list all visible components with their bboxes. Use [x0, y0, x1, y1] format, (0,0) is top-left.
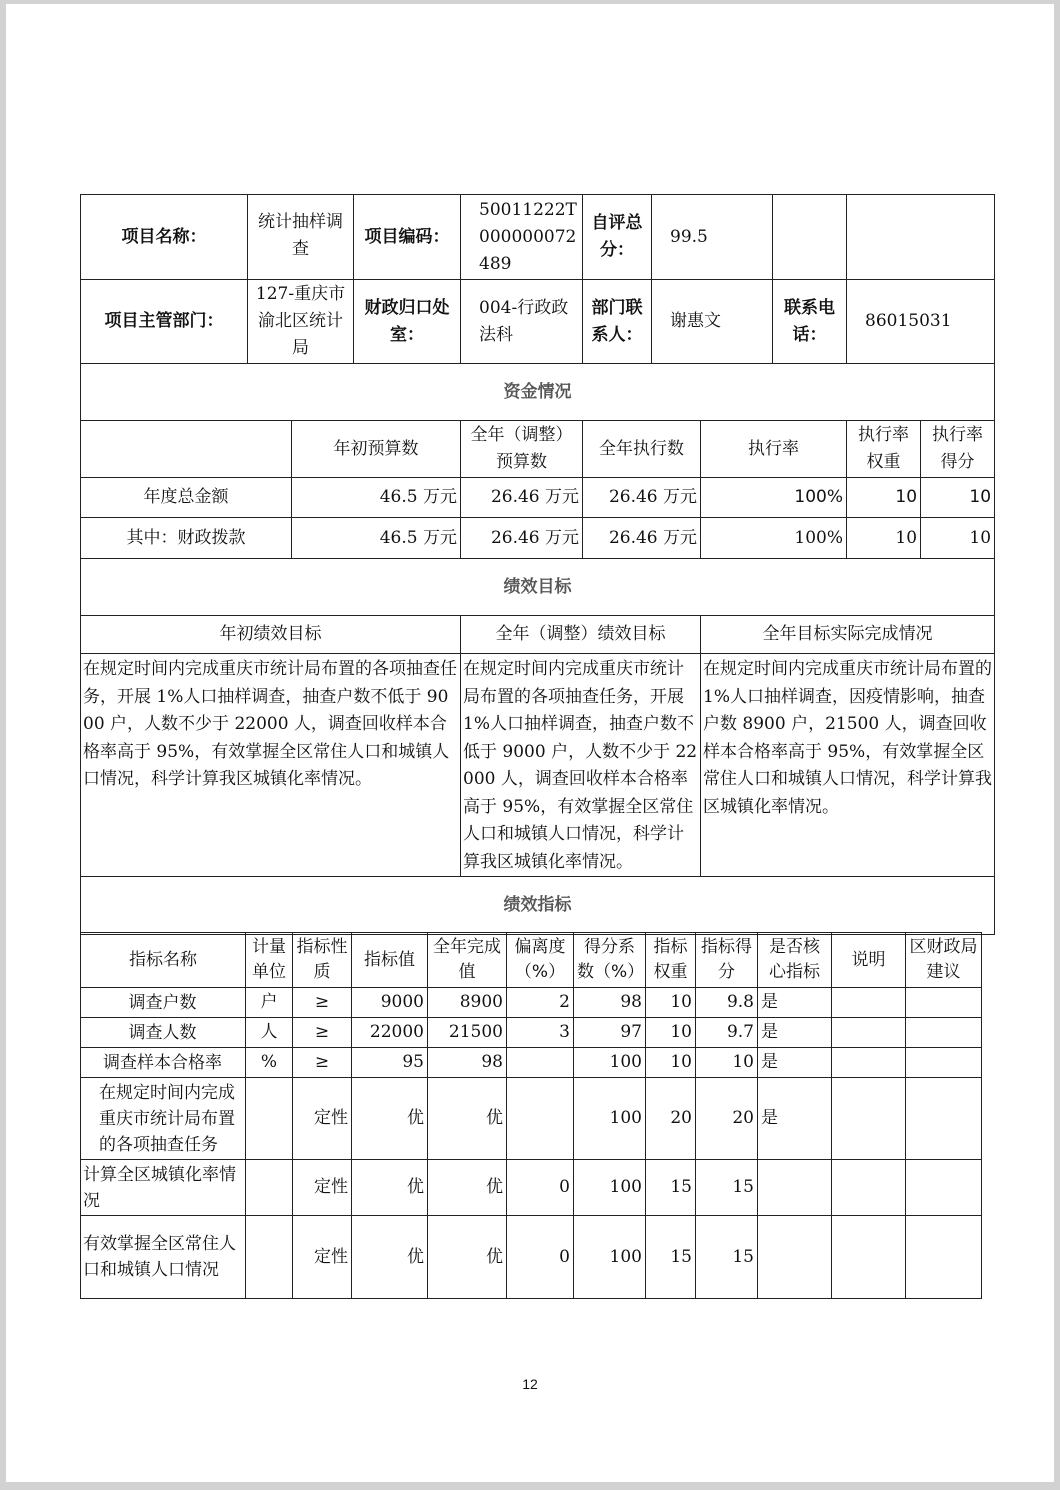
dept: 127-重庆市渝北区统计局 — [248, 280, 354, 364]
indicator-cell: 是 — [758, 1078, 832, 1160]
indicator-cell: 定性 — [293, 1160, 352, 1216]
indicator-cell: 9000 — [352, 988, 428, 1018]
indicator-cell: 定性 — [293, 1216, 352, 1299]
indicator-cell — [507, 1048, 574, 1078]
funds-cell: 10 — [921, 478, 995, 518]
funds-cell: 46.5 万元 — [292, 478, 461, 518]
indicator-cell — [832, 1048, 906, 1078]
indicator-cell — [507, 1078, 574, 1160]
funds-header-blank — [81, 421, 292, 478]
finance-office-label: 财政归口处室： — [354, 280, 461, 364]
page-number: 12 — [522, 1376, 538, 1392]
indicator-name: 调查人数 — [81, 1018, 246, 1048]
indicator-cell: 10 — [646, 1018, 696, 1048]
indicator-col-header: 指标得分 — [696, 933, 758, 988]
indicator-cell: 15 — [696, 1160, 758, 1216]
indicator-cell: 10 — [646, 1048, 696, 1078]
indicator-name: 调查户数 — [81, 988, 246, 1018]
indicator-cell: 100 — [574, 1216, 646, 1299]
funds-cell: 26.46 万元 — [583, 478, 701, 518]
project-code: 50011222T000000072489 — [461, 195, 583, 280]
indicator-cell: % — [246, 1048, 293, 1078]
funds-cell: 46.5 万元 — [292, 518, 461, 559]
indicator-row — [81, 1078, 982, 1160]
project-name-label: 项目名称： — [81, 195, 248, 280]
indicator-col-header: 是否核心指标 — [758, 933, 832, 988]
indicator-col-header: 计量单位 — [246, 933, 293, 988]
project-info-table — [80, 194, 995, 935]
indicator-name: 计算全区城镇化率情况 — [81, 1160, 246, 1216]
project-name: 统计抽样调查 — [248, 195, 354, 280]
funds-cell: 26.46 万元 — [461, 518, 583, 559]
indicator-cell: 20 — [646, 1078, 696, 1160]
indicator-cell: 优 — [352, 1216, 428, 1299]
indicator-cell: 优 — [428, 1160, 507, 1216]
indicator-col-header: 全年完成值 — [428, 933, 507, 988]
indicator-cell: 是 — [758, 988, 832, 1018]
indicator-cell: 3 — [507, 1018, 574, 1048]
indicator-cell: 优 — [428, 1078, 507, 1160]
funds-col-header: 执行率 — [701, 421, 847, 478]
indicator-cell: 97 — [574, 1018, 646, 1048]
indicator-cell — [906, 988, 982, 1018]
indicator-cell — [832, 1160, 906, 1216]
indicator-cell: 2 — [507, 988, 574, 1018]
funds-cell: 10 — [847, 518, 921, 559]
phone: 86015031 — [847, 280, 995, 364]
indicator-cell: 户 — [246, 988, 293, 1018]
funds-col-header: 年初预算数 — [292, 421, 461, 478]
indicator-name: 有效掌握全区常住人口和城镇人口情况 — [81, 1216, 246, 1299]
indicator-col-header: 偏离度（%） — [507, 933, 574, 988]
indicators-header-row — [81, 933, 982, 988]
funds-cell: 100% — [701, 518, 847, 559]
indicator-cell: 21500 — [428, 1018, 507, 1048]
funds-col-header: 执行率得分 — [921, 421, 995, 478]
goals-col-header: 全年目标实际完成情况 — [701, 616, 995, 654]
funds-cell: 10 — [921, 518, 995, 559]
indicator-col-header: 得分系数（%） — [574, 933, 646, 988]
self-score: 99.5 — [652, 195, 773, 280]
indicator-row — [81, 1018, 982, 1048]
indicator-cell: 95 — [352, 1048, 428, 1078]
indicator-cell — [246, 1078, 293, 1160]
indicator-cell — [758, 1216, 832, 1299]
indicator-cell: 9.8 — [696, 988, 758, 1018]
indicator-col-header: 指标名称 — [81, 933, 246, 988]
indicator-cell: 是 — [758, 1048, 832, 1078]
indicator-cell: 98 — [428, 1048, 507, 1078]
indicator-cell: 优 — [428, 1216, 507, 1299]
indicator-cell: ≥ — [293, 988, 352, 1018]
indicator-cell — [906, 1160, 982, 1216]
indicator-cell — [906, 1048, 982, 1078]
indicator-cell: 是 — [758, 1018, 832, 1048]
goals-col-header: 年初绩效目标 — [81, 616, 461, 654]
indicator-cell: 8900 — [428, 988, 507, 1018]
indicator-cell: 优 — [352, 1078, 428, 1160]
indicator-cell: 15 — [696, 1216, 758, 1299]
indicator-col-header: 区财政局建议 — [906, 933, 982, 988]
project-code-label: 项目编码： — [354, 195, 461, 280]
indicator-cell — [832, 1018, 906, 1048]
funds-row-label: 其中：财政拨款 — [81, 518, 292, 559]
empty-cell — [847, 195, 995, 280]
indicators-table — [80, 932, 982, 1299]
funds-cell: 26.46 万元 — [583, 518, 701, 559]
indicator-cell: 15 — [646, 1160, 696, 1216]
contact: 谢惠文 — [652, 280, 773, 364]
indicators-section-title: 绩效指标 — [81, 877, 995, 935]
indicator-cell — [832, 988, 906, 1018]
finance-office: 004-行政政法科 — [461, 280, 583, 364]
empty-cell — [773, 195, 847, 280]
funds-col-header: 全年执行数 — [583, 421, 701, 478]
indicator-cell: 100 — [574, 1048, 646, 1078]
contact-label: 部门联系人： — [583, 280, 652, 364]
funds-section-title: 资金情况 — [81, 364, 995, 421]
goal-text-actual: 在规定时间内完成重庆市统计局布置的 1%人口抽样调查，因疫情影响，抽查户数 8900 户，21500 人，调查回收样本合格率高于 95%，有效掌握全区常住人口和城镇人口情况，科学计算我区城镇化率情况。 — [701, 654, 995, 877]
indicator-cell — [246, 1160, 293, 1216]
indicator-cell: 22000 — [352, 1018, 428, 1048]
indicator-cell: ≥ — [293, 1018, 352, 1048]
funds-cell: 26.46 万元 — [461, 478, 583, 518]
indicator-cell — [906, 1018, 982, 1048]
indicator-cell: 20 — [696, 1078, 758, 1160]
self-score-label: 自评总分： — [583, 195, 652, 280]
funds-row-label: 年度总金额 — [81, 478, 292, 518]
indicator-row — [81, 1048, 982, 1078]
indicator-cell — [832, 1078, 906, 1160]
indicator-col-header: 说明 — [832, 933, 906, 988]
goal-text-adjusted: 在规定时间内完成重庆市统计局布置的各项抽查任务，开展 1%人口抽样调查，抽查户数不低于 9000 户，人数不少于 22000 人，调查回收样本合格率高于 95%，有效掌握全区常住人口和城镇人口情况，科学计算我区城镇化率情况。 — [461, 654, 701, 877]
goals-section-title: 绩效目标 — [81, 559, 995, 616]
indicator-cell: 100 — [574, 1078, 646, 1160]
indicator-row — [81, 1216, 982, 1299]
goal-text-initial: 在规定时间内完成重庆市统计局布置的各项抽查任务，开展 1%人口抽样调查，抽查户数不低于 9000 户，人数不少于 22000 人，调查回收样本合格率高于 95%，有效掌握全区常住人口和城镇人口情况，科学计算我区城镇化率情况。 — [81, 654, 461, 877]
funds-row — [81, 478, 995, 518]
indicator-col-header: 指标值 — [352, 933, 428, 988]
indicator-cell — [906, 1078, 982, 1160]
indicator-cell: 定性 — [293, 1078, 352, 1160]
goals-col-header: 全年（调整）绩效目标 — [461, 616, 701, 654]
indicator-cell: 100 — [574, 1160, 646, 1216]
indicator-cell: ≥ — [293, 1048, 352, 1078]
indicator-cell — [758, 1160, 832, 1216]
indicator-col-header: 指标性质 — [293, 933, 352, 988]
indicator-cell: 9.7 — [696, 1018, 758, 1048]
indicator-col-header: 指标权重 — [646, 933, 696, 988]
indicator-row — [81, 1160, 982, 1216]
indicator-cell: 10 — [646, 988, 696, 1018]
funds-cell: 10 — [847, 478, 921, 518]
indicator-cell: 优 — [352, 1160, 428, 1216]
indicator-cell: 98 — [574, 988, 646, 1018]
indicator-cell: 人 — [246, 1018, 293, 1048]
indicator-cell — [246, 1216, 293, 1299]
indicator-row — [81, 988, 982, 1018]
funds-col-header: 全年（调整）预算数 — [461, 421, 583, 478]
indicator-cell: 0 — [507, 1216, 574, 1299]
phone-label: 联系电话： — [773, 280, 847, 364]
indicator-cell: 0 — [507, 1160, 574, 1216]
funds-cell: 100% — [701, 478, 847, 518]
dept-label: 项目主管部门： — [81, 280, 248, 364]
funds-row — [81, 518, 995, 559]
indicator-cell: 10 — [696, 1048, 758, 1078]
indicator-cell — [906, 1216, 982, 1299]
indicator-name: 在规定时间内完成重庆市统计局布置的各项抽查任务 — [81, 1078, 246, 1160]
funds-col-header: 执行率权重 — [847, 421, 921, 478]
indicator-cell: 15 — [646, 1216, 696, 1299]
indicator-name: 调查样本合格率 — [81, 1048, 246, 1078]
indicator-cell — [832, 1216, 906, 1299]
